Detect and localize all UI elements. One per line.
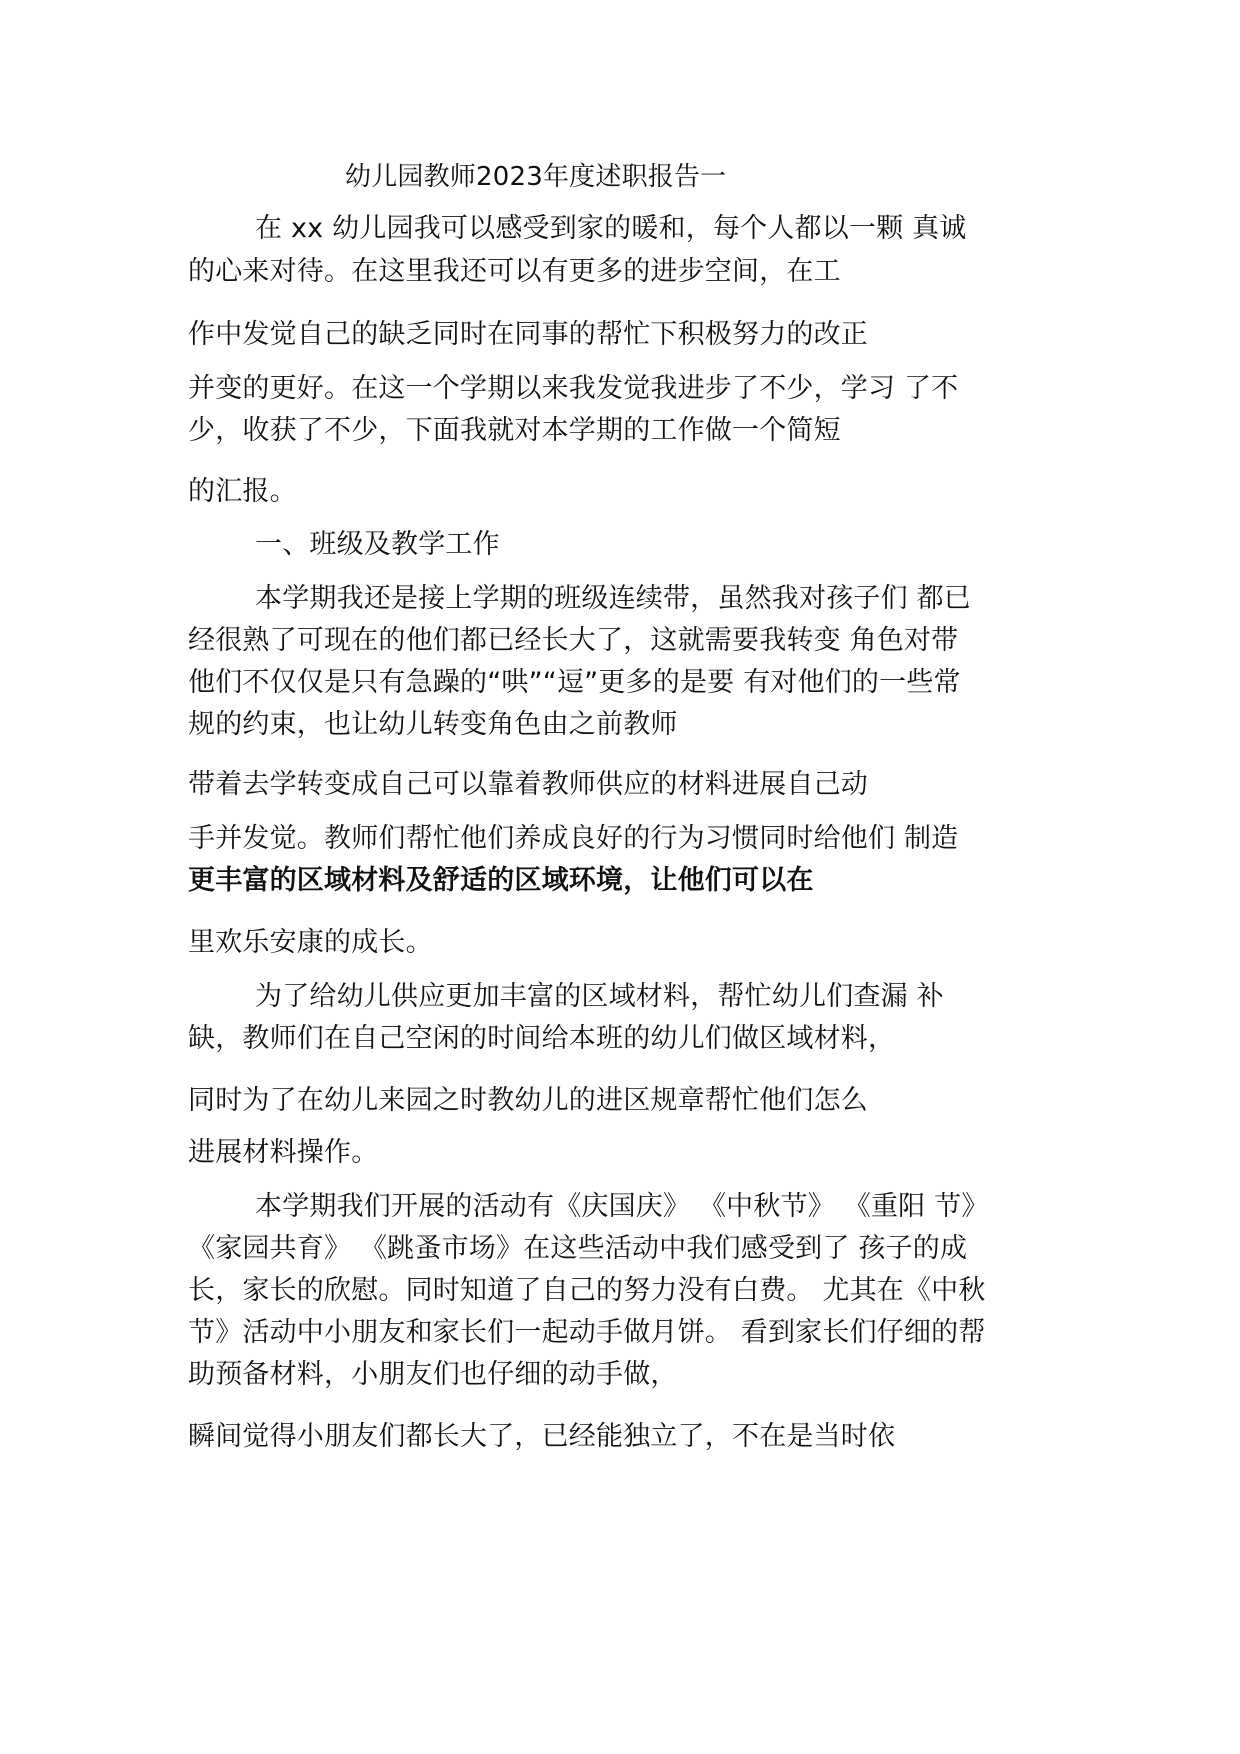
paragraph-line: 《家园共育》 《跳蚤市场》在这些活动中我们感受到了 孩子的成 bbox=[188, 1233, 968, 1264]
paragraph-line: 他们不仅仅是只有急躁的“哄”“逗”更多的是要 有对他们的一些常 bbox=[188, 667, 961, 698]
paragraph-line: 长，家长的欣慰。同时知道了自己的努力没有白费。 尤其在《中秋 bbox=[188, 1275, 986, 1306]
paragraph-line: 规的约束，也让幼儿转变角色由之前教师 bbox=[188, 709, 678, 740]
paragraph-line: 在 xx 幼儿园我可以感受到家的暖和，每个人都以一颗 真诚 bbox=[255, 213, 967, 244]
paragraph-line: 的汇报。 bbox=[188, 476, 297, 507]
paragraph-line: 作中发觉自己的缺乏同时在同事的帮忙下积极努力的改正 bbox=[188, 319, 868, 350]
paragraph-line: 的心来对待。在这里我还可以有更多的进步空间，在工 bbox=[188, 256, 841, 287]
section-heading: 一、班级及教学工作 bbox=[255, 529, 500, 560]
paragraph-line: 里欢乐安康的成长。 bbox=[188, 927, 433, 958]
paragraph-line: 瞬间觉得小朋友们都长大了，已经能独立了，不在是当时依 bbox=[188, 1421, 896, 1452]
paragraph-line: 带着去学转变成自己可以靠着教师供应的材料进展自己动 bbox=[188, 769, 868, 800]
paragraph-line: 更丰富的区域材料及舒适的区域环境，让他们可以在 bbox=[188, 865, 814, 896]
paragraph-line: 缺，教师们在自己空闲的时间给本班的幼儿们做区域材料， bbox=[188, 1023, 896, 1054]
paragraph-line: 手并发觉。教师们帮忙他们养成良好的行为习惯同时给他们 制造 bbox=[188, 823, 959, 854]
paragraph-line: 本学期我还是接上学期的班级连续带，虽然我对孩子们 都已 bbox=[255, 583, 971, 614]
paragraph-line: 少，收获了不少，下面我就对本学期的工作做一个简短 bbox=[188, 415, 841, 446]
paragraph-line: 并变的更好。在这一个学期以来我发觉我进步了不少，学习 了不 bbox=[188, 373, 959, 404]
paragraph-line: 节》活动中小朋友和家长们一起动手做月饼。 看到家长们仔细的帮 bbox=[188, 1317, 986, 1348]
paragraph-line: 经很熟了可现在的他们都已经长大了，这就需要我转变 角色对带 bbox=[188, 625, 959, 656]
paragraph-line: 进展材料操作。 bbox=[188, 1137, 379, 1168]
paragraph-line: 同时为了在幼儿来园之时教幼儿的进区规章帮忙他们怎么 bbox=[188, 1085, 868, 1116]
document-title: 幼儿园教师2023年度述职报告一 bbox=[345, 162, 727, 192]
paragraph-line: 为了给幼儿供应更加丰富的区域材料，帮忙幼儿们查漏 补 bbox=[255, 981, 944, 1012]
paragraph-line: 本学期我们开展的活动有《庆国庆》 《中秋节》 《重阳 节》 bbox=[255, 1191, 989, 1222]
paragraph-line: 助预备材料，小朋友们也仔细的动手做， bbox=[188, 1359, 678, 1390]
